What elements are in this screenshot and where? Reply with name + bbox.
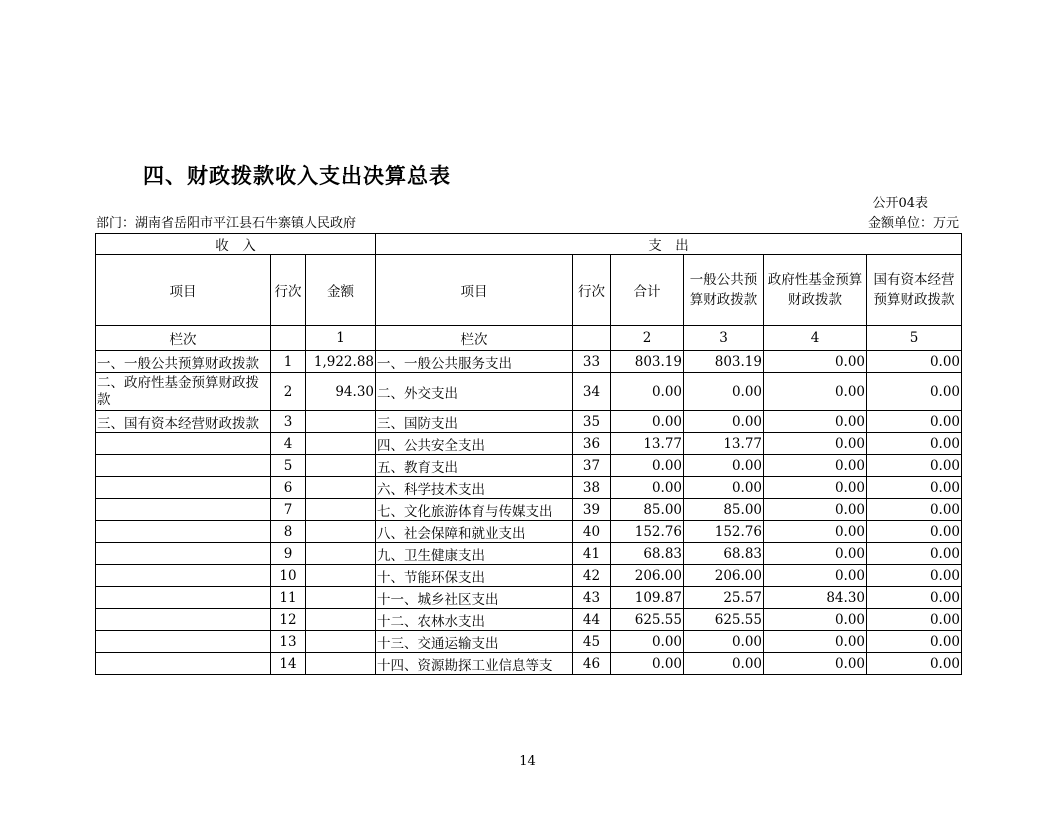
- total-amount: 68.83: [611, 543, 684, 565]
- income-item: [96, 543, 271, 565]
- table-row: [96, 587, 962, 609]
- gov-fund-amount: 0.00: [764, 373, 867, 411]
- income-col-label: 栏次: [96, 326, 271, 351]
- unit-label: 金额单位：万元: [867, 216, 959, 231]
- state-capital-amount: 0.00: [867, 609, 962, 631]
- general-budget-amount: 85.00: [684, 499, 764, 521]
- income-item-header: 项目: [96, 255, 271, 326]
- gov-fund-amount: 0.00: [764, 609, 867, 631]
- expense-line-no: 42: [573, 565, 611, 587]
- total-amount: 152.76: [611, 521, 684, 543]
- table-row: [96, 565, 962, 587]
- general-budget-amount: 0.00: [684, 653, 764, 675]
- income-amount: [306, 565, 376, 587]
- general-budget-amount: 0.00: [684, 477, 764, 499]
- state-capital-amount: 0.00: [867, 373, 962, 411]
- expense-col-empty: [573, 326, 611, 351]
- income-amount: [306, 499, 376, 521]
- income-line-no: 12: [271, 609, 306, 631]
- expense-line-no: 43: [573, 587, 611, 609]
- gov-fund-amount: 0.00: [764, 631, 867, 653]
- gov-fund-amount: 0.00: [764, 653, 867, 675]
- total-amount: 0.00: [611, 373, 684, 411]
- income-item: [96, 477, 271, 499]
- general-budget-amount: 0.00: [684, 455, 764, 477]
- expense-item: 二、外交支出: [376, 373, 573, 411]
- expense-line-no: 34: [573, 373, 611, 411]
- income-line-no: 10: [271, 565, 306, 587]
- table-row: [96, 373, 962, 411]
- income-item: [96, 587, 271, 609]
- expense-line-no: 46: [573, 653, 611, 675]
- general-budget-header: 一般公共预算财政拨款: [684, 255, 764, 326]
- expense-item: 三、国防支出: [376, 411, 573, 433]
- income-line-no: 5: [271, 455, 306, 477]
- income-item: [96, 653, 271, 675]
- expense-item: 十三、交通运输支出: [376, 631, 573, 653]
- income-line-no: 1: [271, 351, 306, 373]
- state-capital-amount: 0.00: [867, 455, 962, 477]
- expense-line-no: 40: [573, 521, 611, 543]
- income-line-no: 2: [271, 373, 306, 411]
- expense-line-no: 45: [573, 631, 611, 653]
- income-line-no: 9: [271, 543, 306, 565]
- expense-line-no: 36: [573, 433, 611, 455]
- table-row: [96, 543, 962, 565]
- table-row: [96, 653, 962, 675]
- expense-line-no: 35: [573, 411, 611, 433]
- expense-item: 十、节能环保支出: [376, 565, 573, 587]
- expense-line-no-header: 行次: [573, 255, 611, 326]
- income-line-no: 8: [271, 521, 306, 543]
- total-amount: 109.87: [611, 587, 684, 609]
- income-line-no: 13: [271, 631, 306, 653]
- income-item: [96, 521, 271, 543]
- page-title: 四、财政拨款收入支出决算总表: [143, 164, 451, 188]
- income-item: 三、国有资本经营财政拨款: [96, 411, 271, 433]
- income-amount: [306, 521, 376, 543]
- table-row: [96, 455, 962, 477]
- total-amount: 625.55: [611, 609, 684, 631]
- state-capital-amount: 0.00: [867, 521, 962, 543]
- expense-header: 支 出: [376, 234, 962, 255]
- total-amount: 206.00: [611, 565, 684, 587]
- income-col-empty: [271, 326, 306, 351]
- income-amount: [306, 543, 376, 565]
- form-number: 公开04表: [872, 196, 928, 211]
- table-row: [96, 411, 962, 433]
- gov-fund-amount: 0.00: [764, 543, 867, 565]
- income-amount-header: 金额: [306, 255, 376, 326]
- col-3: 3: [684, 326, 764, 351]
- income-amount: [306, 587, 376, 609]
- general-budget-amount: 206.00: [684, 565, 764, 587]
- total-amount: 0.00: [611, 631, 684, 653]
- table-row: [96, 609, 962, 631]
- department-label: 部门：湖南省岳阳市平江县石牛寨镇人民政府: [96, 216, 357, 231]
- income-amount: 94.30: [306, 373, 376, 411]
- state-capital-amount: 0.00: [867, 631, 962, 653]
- budget-summary-table: [95, 233, 962, 675]
- expense-item: 十二、农林水支出: [376, 609, 573, 631]
- gov-fund-amount: 0.00: [764, 521, 867, 543]
- total-amount: 0.00: [611, 653, 684, 675]
- expense-line-no: 37: [573, 455, 611, 477]
- general-budget-amount: 25.57: [684, 587, 764, 609]
- gov-fund-amount: 84.30: [764, 587, 867, 609]
- general-budget-amount: 68.83: [684, 543, 764, 565]
- income-amount: 1,922.88: [306, 351, 376, 373]
- income-amount: [306, 631, 376, 653]
- total-header: 合计: [611, 255, 684, 326]
- expense-item: 八、社会保障和就业支出: [376, 521, 573, 543]
- expense-item: 一、一般公共服务支出: [376, 351, 573, 373]
- general-budget-amount: 625.55: [684, 609, 764, 631]
- table-row: [96, 477, 962, 499]
- income-line-no-header: 行次: [271, 255, 306, 326]
- col-5: 5: [867, 326, 962, 351]
- total-amount: 0.00: [611, 455, 684, 477]
- general-budget-amount: 13.77: [684, 433, 764, 455]
- expense-item: 五、教育支出: [376, 455, 573, 477]
- general-budget-amount: 0.00: [684, 411, 764, 433]
- general-budget-amount: 0.00: [684, 373, 764, 411]
- state-capital-amount: 0.00: [867, 565, 962, 587]
- expense-col-label: 栏次: [376, 326, 573, 351]
- expense-line-no: 38: [573, 477, 611, 499]
- state-capital-amount: 0.00: [867, 477, 962, 499]
- expense-line-no: 41: [573, 543, 611, 565]
- income-amount: [306, 411, 376, 433]
- col-2: 2: [611, 326, 684, 351]
- gov-fund-amount: 0.00: [764, 433, 867, 455]
- income-item: [96, 455, 271, 477]
- income-item: [96, 565, 271, 587]
- page-number: 14: [519, 754, 536, 769]
- expense-line-no: 39: [573, 499, 611, 521]
- col-1: 1: [306, 326, 376, 351]
- income-line-no: 11: [271, 587, 306, 609]
- col-4: 4: [764, 326, 867, 351]
- general-budget-amount: 0.00: [684, 631, 764, 653]
- state-capital-amount: 0.00: [867, 587, 962, 609]
- state-capital-amount: 0.00: [867, 653, 962, 675]
- expense-line-no: 33: [573, 351, 611, 373]
- expense-item-header: 项目: [376, 255, 573, 326]
- state-capital-amount: 0.00: [867, 433, 962, 455]
- gov-fund-amount: 0.00: [764, 565, 867, 587]
- gov-fund-amount: 0.00: [764, 351, 867, 373]
- table-row: [96, 631, 962, 653]
- state-capital-amount: 0.00: [867, 351, 962, 373]
- general-budget-amount: 152.76: [684, 521, 764, 543]
- income-item: [96, 499, 271, 521]
- income-amount: [306, 609, 376, 631]
- state-capital-amount: 0.00: [867, 411, 962, 433]
- income-line-no: 6: [271, 477, 306, 499]
- income-line-no: 3: [271, 411, 306, 433]
- income-amount: [306, 433, 376, 455]
- income-item: [96, 609, 271, 631]
- income-item: [96, 433, 271, 455]
- state-capital-amount: 0.00: [867, 543, 962, 565]
- general-budget-amount: 803.19: [684, 351, 764, 373]
- total-amount: 0.00: [611, 477, 684, 499]
- expense-item: 十一、城乡社区支出: [376, 587, 573, 609]
- income-amount: [306, 477, 376, 499]
- income-item: 二、政府性基金预算财政拨款: [96, 373, 271, 411]
- table-row: [96, 499, 962, 521]
- table-row: [96, 433, 962, 455]
- income-item: 一、一般公共预算财政拨款: [96, 351, 271, 373]
- expense-item: 九、卫生健康支出: [376, 543, 573, 565]
- income-line-no: 14: [271, 653, 306, 675]
- expense-item: 四、公共安全支出: [376, 433, 573, 455]
- income-amount: [306, 455, 376, 477]
- gov-fund-header: 政府性基金预算财政拨款: [764, 255, 867, 326]
- expense-item: 七、文化旅游体育与传媒支出: [376, 499, 573, 521]
- total-amount: 13.77: [611, 433, 684, 455]
- income-item: [96, 631, 271, 653]
- state-capital-header: 国有资本经营预算财政拨款: [867, 255, 962, 326]
- expense-line-no: 44: [573, 609, 611, 631]
- gov-fund-amount: 0.00: [764, 455, 867, 477]
- income-line-no: 4: [271, 433, 306, 455]
- total-amount: 803.19: [611, 351, 684, 373]
- gov-fund-amount: 0.00: [764, 477, 867, 499]
- income-header: 收 入: [96, 234, 376, 255]
- table-row: [96, 351, 962, 373]
- total-amount: 85.00: [611, 499, 684, 521]
- state-capital-amount: 0.00: [867, 499, 962, 521]
- table-row: [96, 521, 962, 543]
- income-amount: [306, 653, 376, 675]
- expense-item: 六、科学技术支出: [376, 477, 573, 499]
- expense-item: 十四、资源勘探工业信息等支: [376, 653, 573, 675]
- gov-fund-amount: 0.00: [764, 499, 867, 521]
- income-line-no: 7: [271, 499, 306, 521]
- gov-fund-amount: 0.00: [764, 411, 867, 433]
- total-amount: 0.00: [611, 411, 684, 433]
